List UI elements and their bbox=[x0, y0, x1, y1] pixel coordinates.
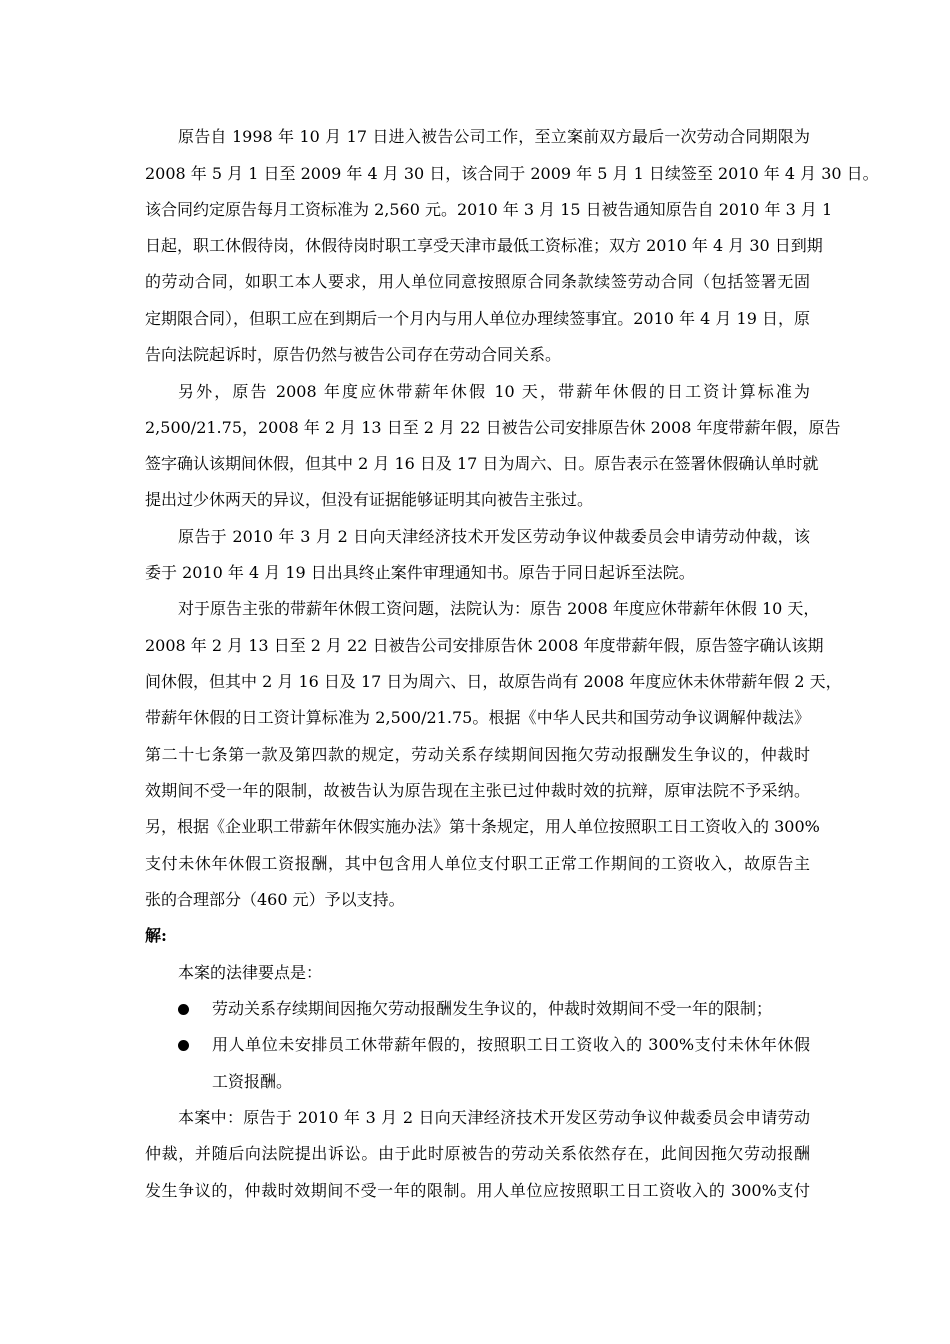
bullet-2-line-2: 工资报酬。 bbox=[212, 1072, 293, 1091]
paragraph-4-line-8: 支付未休年休假工资报酬，其中包含用人单位支付职工正常工作期间的工资收入，故原告主 bbox=[145, 854, 810, 873]
paragraph-1-line-6: 定期限合同），但职工应在到期后一个月内与用人单位办理续签事宜。2010 年 4 月 19 日，原 bbox=[145, 309, 810, 328]
bullet-dot-icon bbox=[178, 1040, 189, 1051]
conclusion-line-2: 仲裁，并随后向法院提出诉讼。由于此时原被告的劳动关系依然存在，此间因拖欠劳动报酬 bbox=[145, 1144, 810, 1163]
legal-points-intro: 本案的法律要点是： bbox=[178, 963, 323, 982]
paragraph-1-line-7: 告向法院起诉时，原告仍然与被告公司存在劳动合同关系。 bbox=[145, 345, 562, 364]
paragraph-4-line-7: 另，根据《企业职工带薪年休假实施办法》第十条规定，用人单位按照职工日工资收入的 300% bbox=[145, 817, 820, 836]
paragraph-3-line-1: 原告于 2010 年 3 月 2 日向天津经济技术开发区劳动争议仲裁委员会申请劳动仲裁，该 bbox=[178, 527, 810, 546]
section-heading: 解: bbox=[145, 926, 167, 945]
paragraph-2-line-1: 另外，原告 2008 年度应休带薪年休假 10 天，带薪年休假的日工资计算标准为 bbox=[178, 382, 810, 401]
paragraph-4-line-9: 张的合理部分（460 元）予以支持。 bbox=[145, 890, 405, 909]
bullet-2-line-1: 用人单位未安排员工休带薪年假的，按照职工日工资收入的 300%支付未休年休假 bbox=[212, 1035, 810, 1054]
conclusion-line-3: 发生争议的，仲裁时效期间不受一年的限制。用人单位应按照职工日工资收入的 300%支付 bbox=[145, 1181, 810, 1200]
paragraph-3-line-2: 委于 2010 年 4 月 19 日出具终止案件审理通知书。原告于同日起诉至法院。 bbox=[145, 563, 695, 582]
paragraph-2-line-3: 签字确认该期间休假，但其中 2 月 16 日及 17 日为周六、日。原告表示在签署休假确认单时就 bbox=[145, 454, 819, 473]
paragraph-1-line-5: 的劳动合同，如职工本人要求，用人单位同意按照原合同条款续签劳动合同（包括签署无固 bbox=[145, 272, 810, 291]
bullet-dot-icon bbox=[178, 1004, 189, 1015]
paragraph-4-line-4: 带薪年休假的日工资计算标准为 2,500/21.75。根据《中华人民共和国劳动争议调解仲裁法》 bbox=[145, 708, 810, 727]
paragraph-4-line-2: 2008 年 2 月 13 日至 2 月 22 日被告公司安排原告休 2008 年度带薪年假，原告签字确认该期 bbox=[145, 636, 824, 655]
paragraph-1-line-4: 日起，职工休假待岗，休假待岗时职工享受天津市最低工资标准；双方 2010 年 4 月 30 日到期 bbox=[145, 236, 823, 255]
paragraph-4-line-5: 第二十七条第一款及第四款的规定，劳动关系存续期间因拖欠劳动报酬发生争议的，仲裁时 bbox=[145, 745, 810, 764]
bullet-1-line-1: 劳动关系存续期间因拖欠劳动报酬发生争议的，仲裁时效期间不受一年的限制； bbox=[212, 999, 773, 1018]
paragraph-2-line-4: 提出过少休两天的异议，但没有证据能够证明其向被告主张过。 bbox=[145, 490, 594, 509]
paragraph-1-line-2: 2008 年 5 月 1 日至 2009 年 4 月 30 日，该合同于 2009 年 5 月 1 日续签至 2010 年 4 月 30 日。 bbox=[145, 164, 879, 183]
paragraph-4-line-3: 间休假，但其中 2 月 16 日及 17 日为周六、日，故原告尚有 2008 年度应休未休带薪年假 2 天， bbox=[145, 672, 842, 691]
paragraph-4-line-1: 对于原告主张的带薪年休假工资问题，法院认为：原告 2008 年度应休带薪年休假 10 天， bbox=[178, 599, 820, 618]
paragraph-1-line-3: 该合同约定原告每月工资标准为 2,560 元。2010 年 3 月 15 日被告通知原告自 2010 年 3 月 1 bbox=[145, 200, 833, 219]
paragraph-4-line-6: 效期间不受一年的限制，故被告认为原告现在主张已过仲裁时效的抗辩，原审法院不予采纳。 bbox=[145, 781, 810, 800]
conclusion-line-1: 本案中：原告于 2010 年 3 月 2 日向天津经济技术开发区劳动争议仲裁委员会申请劳动 bbox=[178, 1108, 810, 1127]
paragraph-1-line-1: 原告自 1998 年 10 月 17 日进入被告公司工作，至立案前双方最后一次劳动合同期限为 bbox=[178, 127, 810, 146]
paragraph-2-line-2: 2,500/21.75，2008 年 2 月 13 日至 2 月 22 日被告公司安排原告休 2008 年度带薪年假，原告 bbox=[145, 418, 841, 437]
